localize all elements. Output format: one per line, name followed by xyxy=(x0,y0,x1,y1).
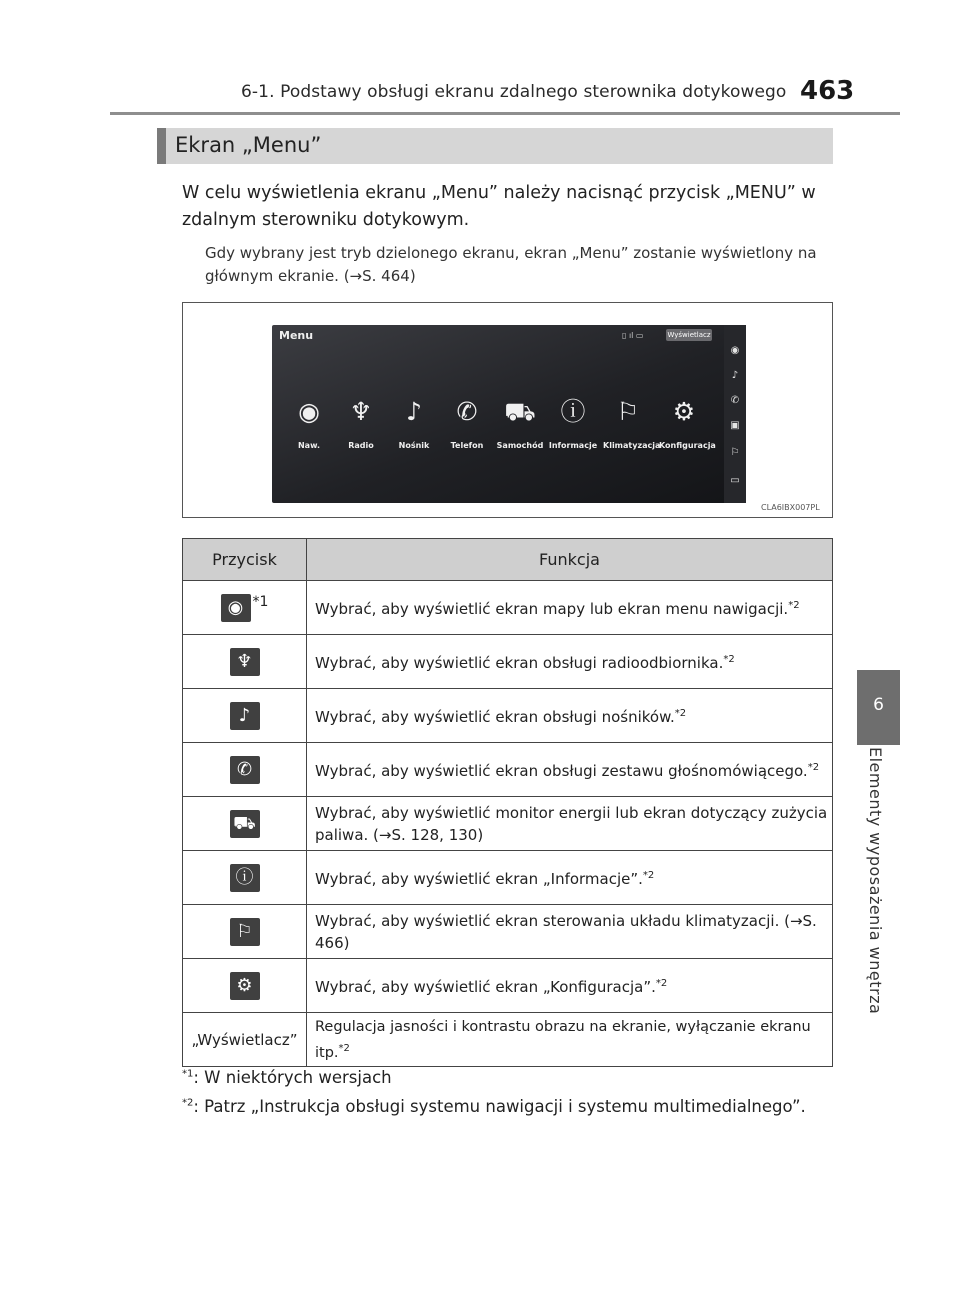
figure-code: CLA6IBX007PL xyxy=(761,503,820,512)
settings-icon: ⚙ xyxy=(672,397,696,426)
function-text: Wybrać, aby wyświetlić ekran obsługi zestawu głośnomówiącego. xyxy=(315,762,808,780)
chapter-label: Elementy wyposażenia wnętrza xyxy=(866,747,885,1015)
function-text: Wybrać, aby wyświetlić ekran „Informacje”. xyxy=(315,870,643,888)
table-header-row xyxy=(183,539,833,581)
button-cell xyxy=(183,581,307,635)
function-cell xyxy=(307,797,833,851)
screen-icon-label: Klimatyzacja xyxy=(603,441,661,450)
button-cell: „Wyświetlacz” xyxy=(183,1013,307,1067)
footnote-text: : W niektórych wersjach xyxy=(193,1068,392,1087)
function-cell xyxy=(307,743,833,797)
screen-icon-samoch-d[interactable] xyxy=(495,397,545,450)
side-rail xyxy=(724,325,746,503)
function-cell xyxy=(307,959,833,1013)
rail-icon[interactable]: ◉ xyxy=(730,345,740,356)
page-number: 463 xyxy=(800,76,855,106)
footnote-reference: *2 xyxy=(788,600,800,611)
screen-icon-telefon[interactable] xyxy=(442,397,492,450)
car-icon: ⛟ xyxy=(504,397,536,426)
screen-icon-no-nik[interactable] xyxy=(389,397,439,450)
climate-icon: ⚐ xyxy=(616,397,640,426)
chapter-number: 6 xyxy=(873,695,884,715)
footnote xyxy=(182,1097,806,1116)
function-text: Wybrać, aby wyświetlić ekran „Konfiguracja”. xyxy=(315,978,656,996)
intro-paragraph: W celu wyświetlenia ekranu „Menu” należy nacisnąć przycisk „MENU” w zdalnym sterowniku dotykowym. xyxy=(182,183,816,230)
function-text: Wybrać, aby wyświetlić monitor energii lub ekran dotyczący zużycia paliwa. (→S. 128, 130) xyxy=(315,803,828,844)
table-row xyxy=(183,905,833,959)
table-row xyxy=(183,851,833,905)
note-paragraph: Gdy wybrany jest tryb dzielonego ekranu, ekran „Menu” zostanie wyświetlony na głównym ekranie. (→S. 464) xyxy=(205,244,817,285)
footnote-reference: *2 xyxy=(338,1042,350,1054)
table-row xyxy=(183,959,833,1013)
table-row xyxy=(183,1013,833,1067)
media-icon: ♪ xyxy=(406,397,422,426)
screen-icon-klimatyzacja[interactable] xyxy=(603,397,661,450)
screen-icon-label: Samochód xyxy=(496,441,544,450)
screen-icon-konfiguracja[interactable] xyxy=(659,397,716,450)
footnote-reference: *2 xyxy=(723,654,735,665)
button-cell xyxy=(183,959,307,1013)
section-heading xyxy=(157,128,833,164)
footnote-reference: *2 xyxy=(655,978,668,989)
table-row xyxy=(183,635,833,689)
footnote-mark: *2 xyxy=(182,1097,194,1109)
rail-icon[interactable]: ▣ xyxy=(730,420,740,431)
page-header-title: 6-1. Podstawy obsługi ekranu zdalnego sterownika dotykowego xyxy=(241,82,787,102)
button-cell xyxy=(183,689,307,743)
table-row xyxy=(183,689,833,743)
rail-icon[interactable]: ✆ xyxy=(730,395,740,406)
menu-screen-figure xyxy=(182,302,833,518)
function-text: Wybrać, aby wyświetlić ekran obsługi radioodbiornika. xyxy=(315,654,724,672)
screen-icon-label: Telefon xyxy=(450,441,484,450)
rail-icon[interactable]: ♪ xyxy=(731,370,739,381)
function-cell xyxy=(307,581,833,635)
footnote-reference: *2 xyxy=(674,708,687,719)
function-cell xyxy=(307,851,833,905)
screen-icon-label: Radio xyxy=(348,441,374,450)
function-table xyxy=(182,538,833,1067)
nav-icon: ◉ xyxy=(298,397,320,426)
info-icon: ⓘ xyxy=(560,397,586,426)
button-cell xyxy=(183,635,307,689)
radio-icon: ♆ xyxy=(349,397,373,426)
nav-icon[interactable]: ◉ xyxy=(221,594,251,622)
screen-icon-label: Nośnik xyxy=(398,441,430,450)
screen-icon-informacje[interactable] xyxy=(548,397,598,450)
screen-title: Menu xyxy=(279,329,314,342)
phone-icon: ✆ xyxy=(456,397,478,426)
screen-icon-naw-[interactable] xyxy=(284,397,334,450)
column-header-button: Przycisk xyxy=(183,539,307,581)
function-cell xyxy=(307,635,833,689)
rail-icon[interactable]: ⚐ xyxy=(730,447,740,458)
section-heading-bar xyxy=(157,128,166,164)
button-cell xyxy=(183,797,307,851)
function-cell xyxy=(307,689,833,743)
function-cell xyxy=(307,1013,833,1067)
footnote xyxy=(182,1068,392,1087)
screen-icon-label: Informacje xyxy=(548,441,598,450)
screen-icon-label: Konfiguracja xyxy=(659,441,716,450)
rail-icon[interactable]: ▭ xyxy=(730,475,740,486)
table-row xyxy=(183,743,833,797)
car-icon[interactable]: ⛟ xyxy=(230,810,260,838)
footnote-reference: *2 xyxy=(807,762,820,773)
button-cell xyxy=(183,851,307,905)
header-rule xyxy=(110,112,900,115)
radio-icon[interactable]: ♆ xyxy=(230,648,260,676)
footnote-reference: *2 xyxy=(642,870,655,881)
screen-icon-radio[interactable] xyxy=(336,397,386,450)
table-row xyxy=(183,797,833,851)
display-button[interactable]: Wyświetlacz xyxy=(667,331,711,339)
function-text: Regulacja jasności i kontrastu obrazu na ekranie, wyłączanie ekranu itp. xyxy=(315,1018,811,1061)
function-text: Wybrać, aby wyświetlić ekran obsługi nośników. xyxy=(315,708,675,726)
climate-icon[interactable]: ⚐ xyxy=(230,918,260,946)
button-cell xyxy=(183,905,307,959)
media-icon[interactable]: ♪ xyxy=(230,702,260,730)
info-icon[interactable]: ⓘ xyxy=(230,864,260,892)
button-cell xyxy=(183,743,307,797)
function-text: Wybrać, aby wyświetlić ekran mapy lub ekran menu nawigacji. xyxy=(315,600,789,618)
menu-screen xyxy=(272,325,726,503)
screen-icon-label: Naw. xyxy=(297,441,320,450)
settings-icon[interactable]: ⚙ xyxy=(230,972,260,1000)
function-cell xyxy=(307,905,833,959)
function-text: Wybrać, aby wyświetlić ekran sterowania układu klimatyzacji. (→S. 466) xyxy=(315,911,817,952)
column-header-function: Funkcja xyxy=(307,539,833,581)
status-icons: ▯ ıl ▭ xyxy=(622,331,644,340)
footnote-mark: *1 xyxy=(252,593,269,610)
section-title: Ekran „Menu” xyxy=(175,133,322,157)
phone-icon[interactable]: ✆ xyxy=(230,756,260,784)
table-row xyxy=(183,581,833,635)
footnote-mark: *1 xyxy=(182,1068,194,1080)
footnote-text: : Patrz „Instrukcja obsługi systemu nawigacji i systemu multimedialnego”. xyxy=(193,1097,806,1116)
